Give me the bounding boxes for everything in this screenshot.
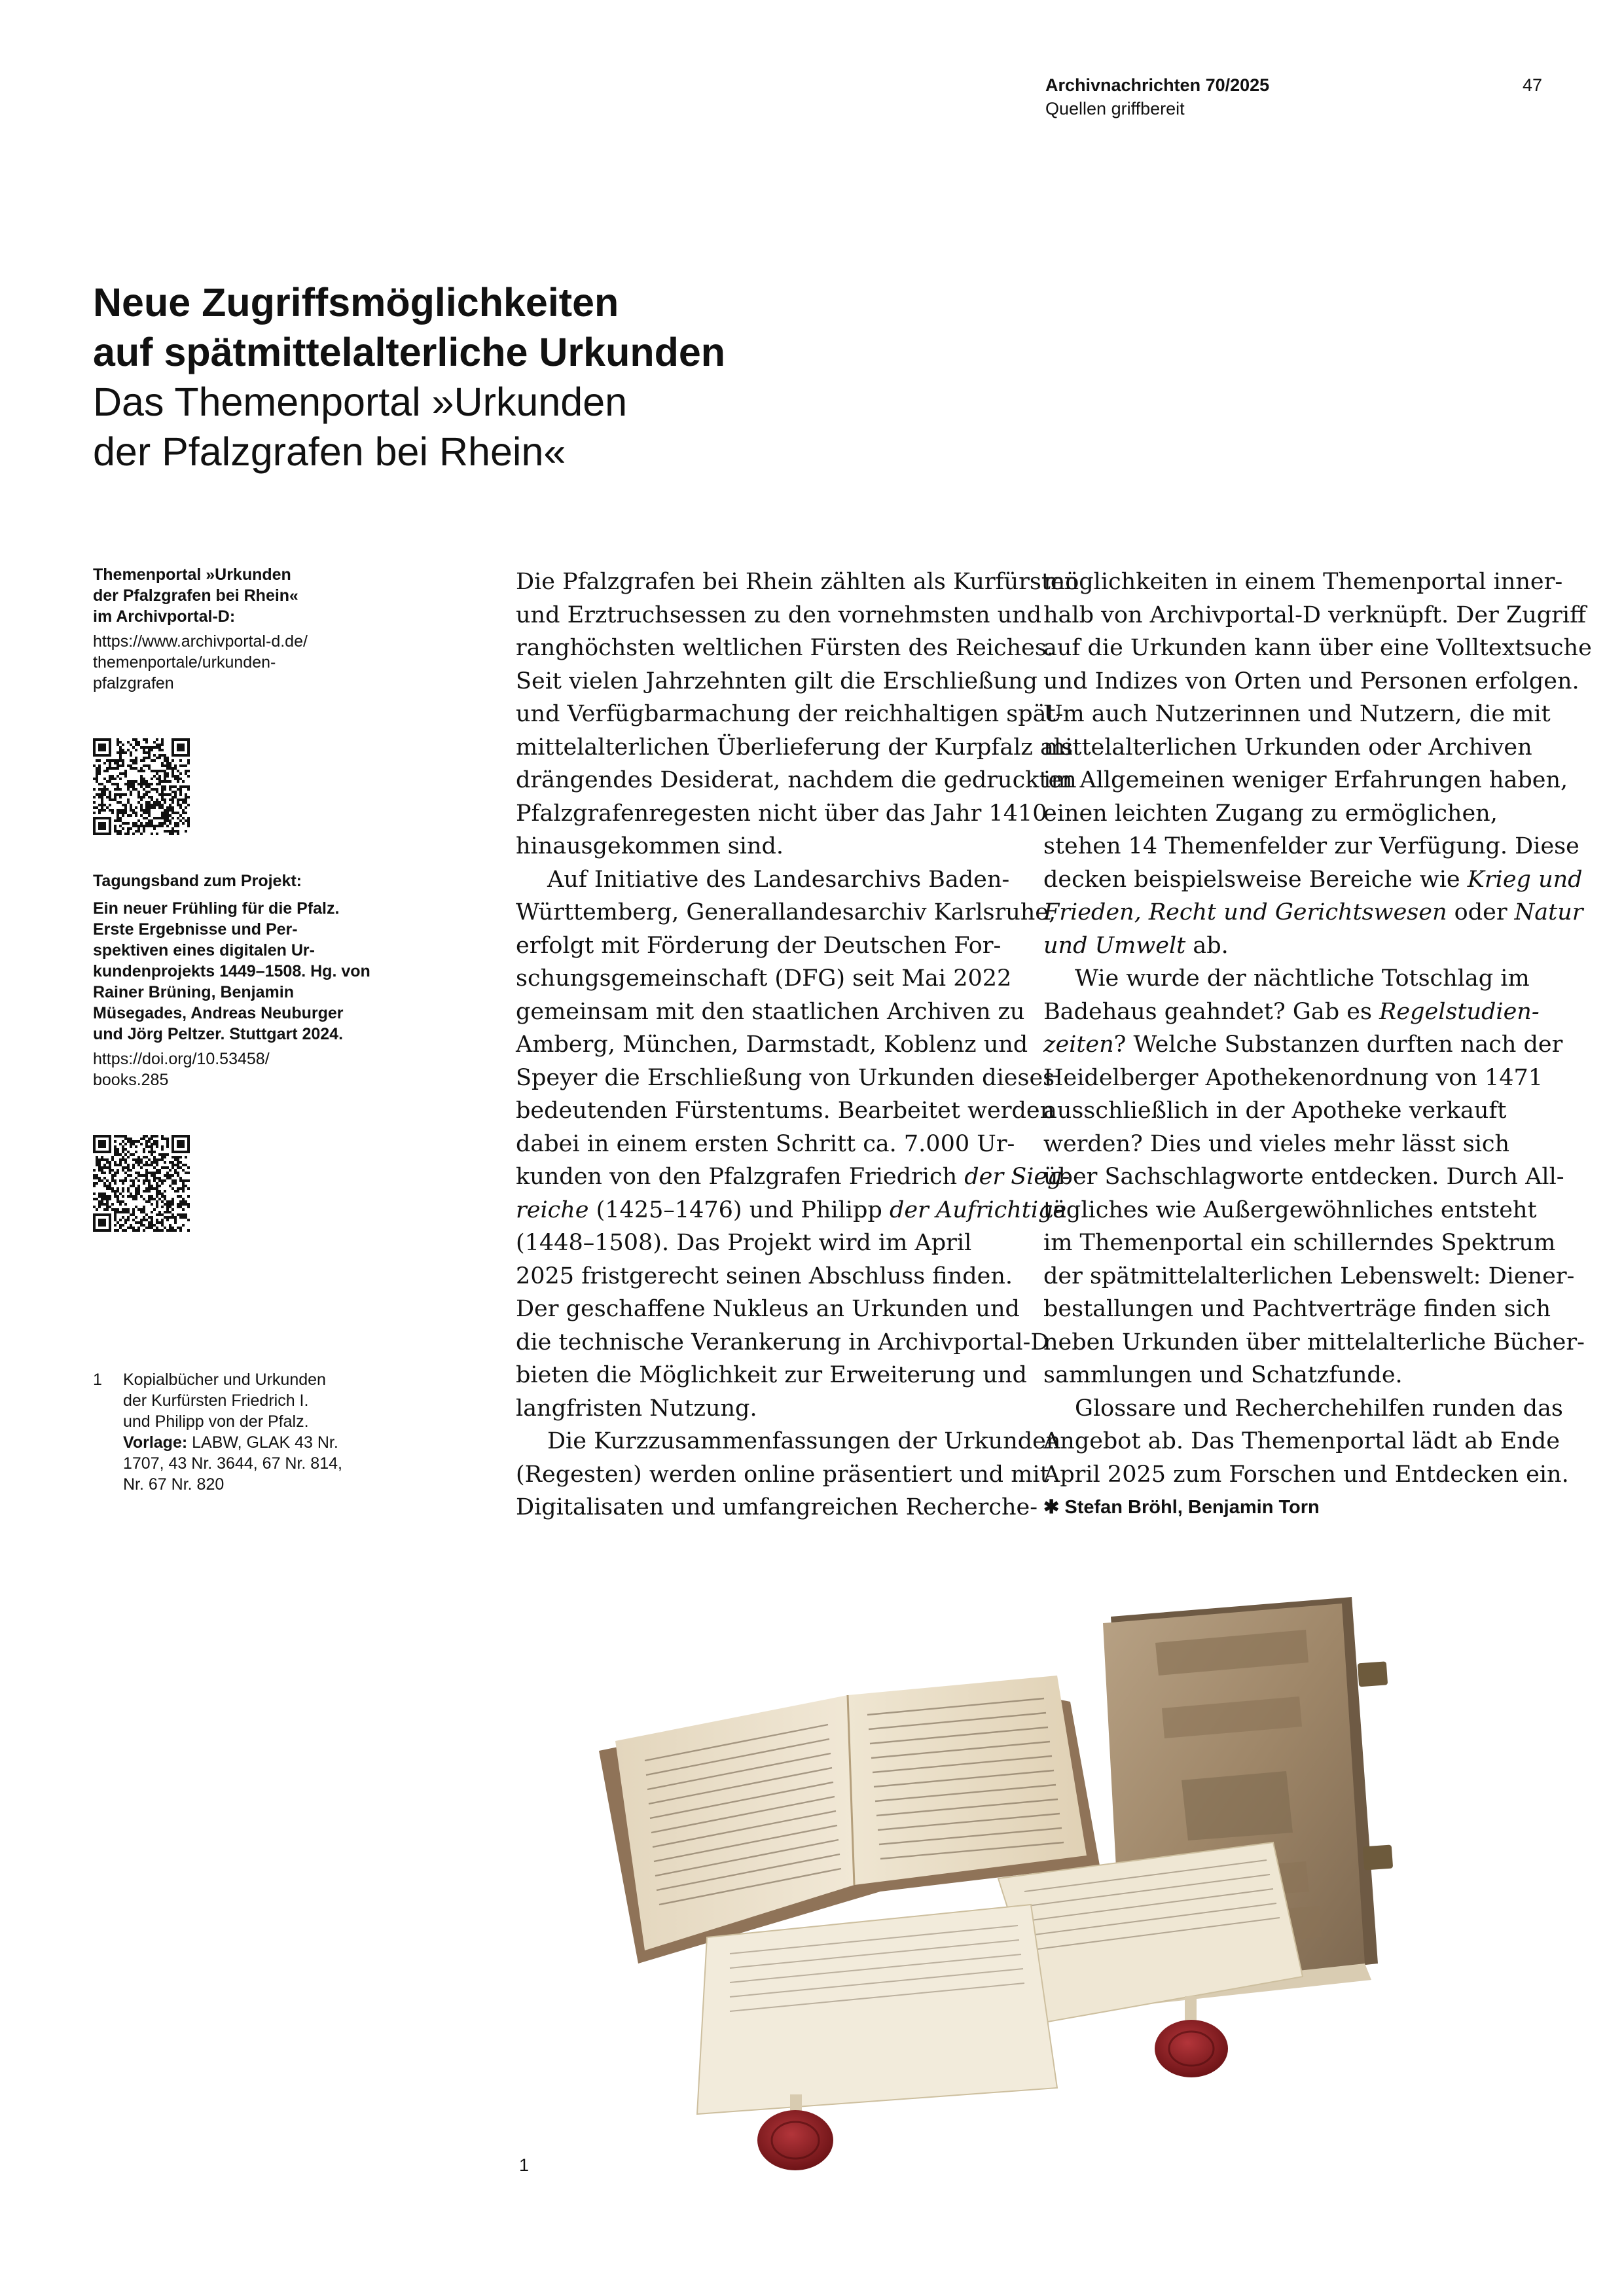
manuscripts-photo xyxy=(599,1597,1398,2173)
portal-url[interactable]: pfalzgrafen xyxy=(93,674,174,692)
text-line: erfolgt mit Förderung der Deutschen For- xyxy=(516,932,1001,959)
text-line: sammlungen und Schatzfunde. xyxy=(1043,1362,1403,1388)
book-label: Tagungsband zum Projekt: xyxy=(93,872,302,890)
caption-source-label: Vorlage: xyxy=(123,1433,188,1452)
text-line: (Regesten) werden online präsentiert und mit xyxy=(516,1461,1049,1488)
portal-url[interactable]: https://www.archivportal-d.de/ xyxy=(93,632,308,651)
text-line: ausschließlich in der Apotheke verkauft xyxy=(1043,1098,1507,1124)
book-title-line: kundenprojekts 1449–1508. Hg. von xyxy=(93,962,370,980)
text-line: der spätmittelalterlichen Lebenswelt: Diener- xyxy=(1043,1263,1575,1289)
text-line: bieten die Möglichkeit zur Erweiterung und xyxy=(516,1362,1027,1388)
text-line: (1448–1508). Das Projekt wird im April xyxy=(516,1230,972,1256)
portal-label: der Pfalzgrafen bei Rhein« xyxy=(93,586,298,605)
text-line: 2025 fristgerecht seinen Abschluss finden. xyxy=(516,1263,1013,1289)
caption-source: Nr. 67 Nr. 820 xyxy=(123,1475,225,1494)
text-line: Auf Initiative des Landesarchivs Baden- xyxy=(547,866,1010,893)
subtitle-line: Das Themenportal »Urkunden xyxy=(93,380,628,424)
text-line xyxy=(1043,1028,1563,1062)
page-number: 47 xyxy=(1522,75,1542,95)
text-run: (1425–1476) und Philipp xyxy=(588,1196,890,1223)
text-line: Die Pfalzgrafen bei Rhein zählten als Kurfürsten xyxy=(516,569,1079,595)
running-head xyxy=(1045,73,1269,120)
headline-line: auf spätmittelalterliche Urkunden xyxy=(93,330,726,374)
text-line: schungsgemeinschaft (DFG) seit Mai 2022 xyxy=(516,965,1012,992)
text-line: bedeutenden Fürstentums. Bearbeitet werden xyxy=(516,1098,1055,1124)
text-run: decken beispielsweise Bereiche wie xyxy=(1043,866,1468,893)
text-line: tägliches wie Außergewöhnliches entsteht xyxy=(1043,1196,1537,1223)
text-line: halb von Archivportal-D verknüpft. Der Zugriff xyxy=(1043,601,1586,628)
headline-line: Neue Zugriffsmöglichkeiten xyxy=(93,280,619,325)
text-line: Glossare und Recherchehilfen runden das xyxy=(1075,1395,1563,1422)
portal-url[interactable]: themenportale/urkunden- xyxy=(93,653,276,672)
text-line: und Erztruchsessen zu den vornehmsten und xyxy=(516,601,1042,628)
text-line: und Verfügbarmachung der reichhaltigen spät- xyxy=(516,701,1064,727)
author-byline xyxy=(1043,1491,1541,1524)
caption-line: und Philipp von der Pfalz. xyxy=(123,1412,309,1431)
text-line: Seit vielen Jahrzehnten gilt die Erschließung xyxy=(516,668,1038,694)
subtitle-line: der Pfalzgrafen bei Rhein« xyxy=(93,429,566,474)
book-title-line: und Jörg Peltzer. Stuttgart 2024. xyxy=(93,1025,344,1043)
text-line xyxy=(1043,863,1583,897)
figure-caption xyxy=(93,1369,401,1495)
text-line: Amberg, München, Darmstadt, Koblenz und xyxy=(516,1031,1028,1058)
portal-label: im Archivportal-D: xyxy=(93,607,236,626)
text-line: neben Urkunden über mittelalterliche Bücher- xyxy=(1043,1329,1585,1355)
text-line xyxy=(516,1160,1070,1194)
text-line xyxy=(1043,929,1541,963)
text-line xyxy=(1043,996,1541,1029)
asterisk-icon: ✱ xyxy=(1043,1497,1060,1518)
italic-run: der Sieg- xyxy=(964,1164,1070,1190)
charter-left xyxy=(697,1905,1057,2114)
book-title-line: spektiven eines digitalen Ur- xyxy=(93,941,315,960)
section-title: Quellen griffbereit xyxy=(1045,99,1185,118)
text-line: Angebot ab. Das Themenportal lädt ab Ende xyxy=(1043,1428,1560,1454)
caption-source: LABW, GLAK 43 Nr. xyxy=(187,1433,338,1452)
text-line: mittelalterlichen Überlieferung der Kurpfalz als xyxy=(516,734,1073,761)
italic-run: reiche xyxy=(516,1196,589,1223)
italic-run: Frieden, Recht und Gerichtswesen xyxy=(1043,899,1447,925)
book-title-line: Erste Ergebnisse und Per- xyxy=(93,920,298,939)
text-line: hinausgekommen sind. xyxy=(516,833,784,859)
italic-run: Krieg und xyxy=(1467,866,1583,893)
text-line: mittelalterlichen Urkunden oder Archiven xyxy=(1043,734,1532,761)
text-line: bestallungen und Pachtverträge finden sich xyxy=(1043,1296,1551,1322)
text-line: auf die Urkunden kann über eine Volltextsuche xyxy=(1043,635,1592,661)
text-line: und Indizes von Orten und Personen erfolgen. xyxy=(1043,668,1579,694)
sidebar-book-info xyxy=(93,870,381,1090)
text-line: im Themenportal ein schillerndes Spektrum xyxy=(1043,1230,1556,1256)
text-line: Der geschaffene Nukleus an Urkunden und xyxy=(516,1296,1020,1322)
text-line: gemeinsam mit den staatlichen Archiven zu xyxy=(516,998,1025,1025)
text-line: möglichkeiten in einem Themenportal inner- xyxy=(1043,569,1563,595)
book-doi[interactable]: https://doi.org/10.53458/ xyxy=(93,1050,270,1068)
caption-number: 1 xyxy=(93,1371,102,1389)
text-line: langfristen Nutzung. xyxy=(516,1395,757,1422)
text-line: Wie wurde der nächtliche Totschlag im xyxy=(1075,965,1530,992)
text-line: die technische Verankerung in Archivportal-D xyxy=(516,1329,1049,1355)
caption-line: der Kurfürsten Friedrich I. xyxy=(123,1391,309,1410)
author-names: Stefan Bröhl, Benjamin Torn xyxy=(1064,1497,1320,1518)
journal-title: Archivnachrichten 70/2025 xyxy=(1045,75,1270,95)
text-line: stehen 14 Themenfelder zur Verfügung. Diese xyxy=(1043,833,1579,859)
portal-label: Themenportal »Urkunden xyxy=(93,565,291,584)
text-line: über Sachschlagworte entdecken. Durch All- xyxy=(1043,1164,1564,1190)
text-line: ranghöchsten weltlichen Fürsten des Reiches. xyxy=(516,635,1054,661)
text-line: Heidelberger Apothekenordnung von 1471 xyxy=(1043,1064,1543,1091)
text-line: werden? Dies und vieles mehr lässt sich xyxy=(1043,1130,1510,1157)
text-run: ab. xyxy=(1185,932,1229,959)
sidebar-portal-info xyxy=(93,564,381,694)
text-line: Um auch Nutzerinnen und Nutzern, die mit xyxy=(1043,701,1551,727)
text-run: Badehaus geahndet? Gab es xyxy=(1043,998,1380,1025)
text-line: im Allgemeinen weniger Erfahrungen haben, xyxy=(1043,767,1568,793)
text-run: ? Welche Substanzen durften nach der xyxy=(1113,1031,1563,1058)
italic-run: zeiten xyxy=(1043,1031,1114,1058)
book-doi[interactable]: books.285 xyxy=(93,1071,169,1089)
text-line: drängendes Desiderat, nachdem die gedruckten xyxy=(516,767,1077,793)
text-line: Speyer die Erschließung von Urkunden dieses xyxy=(516,1064,1055,1091)
book-title-line: Rainer Brüning, Benjamin xyxy=(93,983,294,1001)
text-line: einen leichten Zugang zu ermöglichen, xyxy=(1043,800,1498,827)
book-qr-code-icon[interactable] xyxy=(93,1135,190,1232)
text-line: Die Kurzzusammenfassungen der Urkunden xyxy=(547,1428,1061,1454)
portal-qr-code-icon[interactable] xyxy=(93,738,190,835)
text-run: oder xyxy=(1447,899,1515,925)
text-line: April 2025 zum Forschen und Entdecken ein. xyxy=(1043,1461,1569,1488)
wax-seal-right xyxy=(1155,1996,1228,2077)
text-line xyxy=(516,1194,1067,1227)
text-line: dabei in einem ersten Schritt ca. 7.000 Ur- xyxy=(516,1130,1015,1157)
book-title-line: Müsegades, Andreas Neuburger xyxy=(93,1004,344,1022)
article-column-2 xyxy=(1043,565,1592,1524)
caption-source: 1707, 43 Nr. 3644, 67 Nr. 814, xyxy=(123,1454,342,1473)
italic-run: Regelstudien- xyxy=(1379,998,1540,1025)
italic-run: der Aufrichtige xyxy=(889,1196,1067,1223)
caption-line: Kopialbücher und Urkunden xyxy=(123,1371,326,1389)
figure-number: 1 xyxy=(519,2155,530,2175)
text-line: Pfalzgrafenregesten nicht über das Jahr 1410 xyxy=(516,800,1047,827)
text-line: Digitalisaten und umfangreichen Recherche- xyxy=(516,1494,1038,1520)
italic-run: und Umwelt xyxy=(1043,932,1186,959)
text-line: Württemberg, Generallandesarchiv Karlsruhe, xyxy=(516,899,1056,925)
text-line xyxy=(1043,896,1583,929)
article-headline xyxy=(93,278,1009,476)
book-title-line: Ein neuer Frühling für die Pfalz. xyxy=(93,899,340,918)
italic-run: Natur xyxy=(1514,899,1583,925)
text-run: kunden von den Pfalzgrafen Friedrich xyxy=(516,1164,965,1190)
